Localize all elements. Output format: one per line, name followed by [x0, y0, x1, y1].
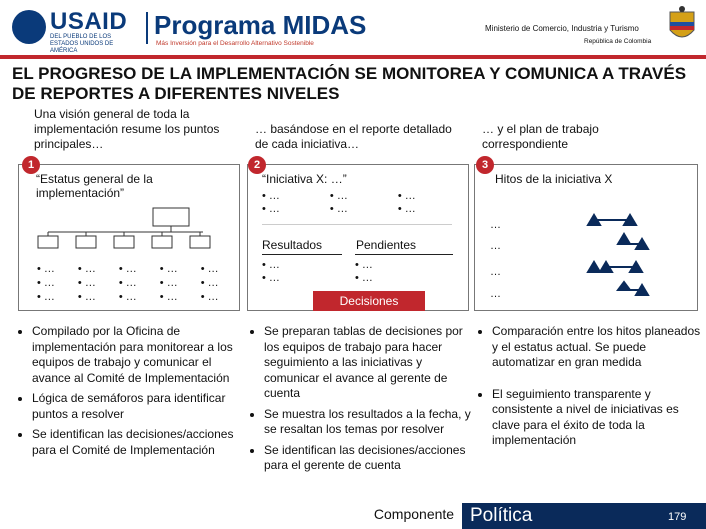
pendientes-rule: [355, 254, 453, 255]
initiative-bullets: • … • … • … • … • … • …: [262, 190, 416, 215]
status-panel-title: “Estatus general de la implementación”: [36, 172, 153, 200]
list-item: • Se muestra los resultados a la fecha, y se resaltan los temas por resolver: [264, 407, 479, 438]
list-item: • Se preparan tablas de decisiones por los equipos de trabajo para hacer seguimiento a las iniciativas y comunicar el avance al gerente de cuenta: [264, 324, 479, 402]
column-2-bullets: [250, 324, 479, 479]
section-tab: Política: [462, 503, 706, 529]
usaid-logo: USAID: [50, 8, 128, 35]
step-3-badge: 3: [476, 156, 494, 174]
list-item: • Se identifican las decisiones/acciones para el Comité de Implementación: [32, 427, 247, 458]
milestone-row-label: …: [490, 240, 501, 252]
resultados-label: Resultados: [262, 238, 323, 252]
pendientes-bullets: • … • …: [355, 259, 373, 284]
usaid-seal-icon: [12, 10, 46, 44]
milestone-row-label: …: [490, 266, 501, 278]
column-3-bullets: [478, 324, 706, 454]
decisiones-badge: Decisiones: [313, 291, 425, 311]
pendientes-label: Pendientes: [356, 238, 417, 252]
list-item: • Lógica de semáforos para identificar puntos a resolver: [32, 391, 247, 422]
usaid-subtitle: DEL PUEBLO DE LOS ESTADOS UNIDOS DE AMÉRICA: [50, 34, 114, 54]
milestones-panel-title: Hitos de la iniciativa X: [495, 172, 613, 186]
header-rule: [0, 55, 706, 59]
list-item: • Compilado por la Oficina de implementación para monitorear a los equipos de trabajo y comunicar el avance al Comité de Implementación: [32, 324, 247, 386]
list-item: • Se identifican las decisiones/acciones para el gerente de cuenta: [264, 443, 479, 474]
column-3-heading: … y el plan de trabajo correspondiente: [482, 122, 599, 151]
header-divider: [146, 12, 148, 44]
program-subtitle: Más Inversión para el Desarrollo Alternativo Sostenible: [156, 40, 314, 47]
resultados-bullets: • … • …: [262, 259, 280, 284]
column-2-heading: … basándose en el reporte detallado de cada iniciativa…: [255, 122, 452, 151]
milestone-marker: [618, 282, 630, 290]
step-1-badge: 1: [22, 156, 40, 174]
org-chart-bullets: • … • … • … • … • … • … • … • … • … • … • … • … • … • … • …: [37, 263, 219, 303]
page-number: 179: [668, 511, 687, 523]
column-1-heading: Una visión general de toda la implementación resume los puntos principales…: [34, 107, 220, 151]
step-2-badge: 2: [248, 156, 266, 174]
milestone-gantt: [580, 212, 660, 302]
republic-name: República de Colombia: [584, 38, 652, 45]
initiative-divider: [262, 224, 452, 225]
slide-title: EL PROGRESO DE LA IMPLEMENTACIÓN SE MONITOREA Y COMUNICA A TRAVÉS DE REPORTES A DIFERENTES NIVELES: [12, 64, 687, 103]
colombia-crest-icon: [662, 4, 702, 50]
resultados-rule: [262, 254, 342, 255]
milestone-marker: [588, 262, 600, 272]
initiative-panel-title: “Iniciativa X: …”: [262, 172, 347, 186]
milestone-row-label: …: [490, 219, 501, 231]
milestone-row-label: …: [490, 288, 501, 300]
list-item: • El seguimiento transparente y consistente a nivel de iniciativas es clave para el éxito de toda la implementación: [492, 387, 706, 449]
milestone-marker: [618, 234, 630, 244]
column-1-bullets: [18, 324, 247, 463]
program-title: Programa MIDAS: [154, 10, 367, 40]
list-item: • Comparación entre los hitos planeados y el estatus actual. Se puede automatizar en gran medida: [492, 324, 706, 371]
ministry-name: Ministerio de Comercio, Industria y Turismo: [485, 24, 639, 33]
component-tab: Componente: [368, 503, 460, 527]
